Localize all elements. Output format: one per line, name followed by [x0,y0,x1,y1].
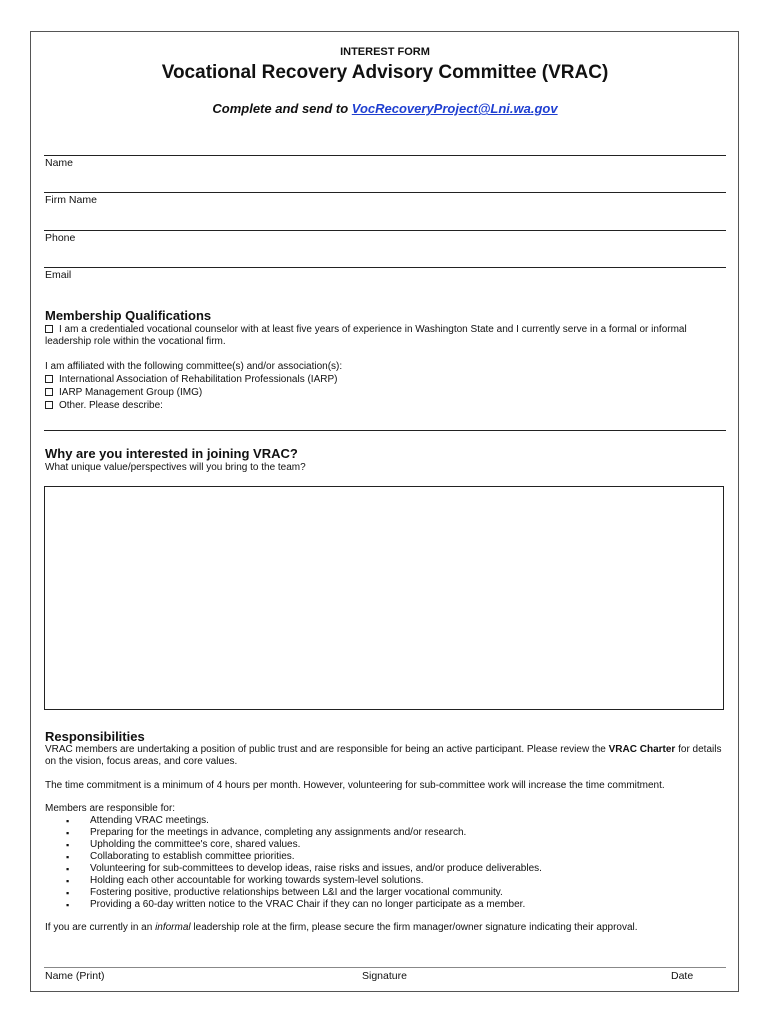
list-item: ▪ Holding each other accountable for working towards system-level solutions. [66,875,542,887]
responsibilities-intro [45,744,725,768]
phone-field-line[interactable] [44,230,726,231]
charter-text-after: for details on the vision, focus areas, and core values. [45,744,722,767]
time-commitment: The time commitment is a minimum of 4 hours per month. However, volunteering for sub-committee work will increase the time commitment. [45,780,665,791]
list-item: ▪ Attending VRAC meetings. [66,815,542,827]
list-item: ▪ Collaborating to establish committee priorities. [66,851,542,863]
approval-note [45,922,725,934]
email-label: Email [45,269,72,281]
credential-checkbox[interactable] [45,325,53,333]
approval-text-after: leadership role at the firm, please secure the firm manager/owner signature indicating their approval. [190,922,638,933]
responsibilities-list [66,815,542,911]
firm-name-label: Firm Name [45,194,97,206]
list-item: ▪ Volunteering for sub-committees to develop ideas, raise risks and issues, and/or produce deliverables. [66,863,542,875]
other-checkbox[interactable] [45,401,53,409]
option-img [45,387,202,399]
document-title: Vocational Recovery Advisory Committee (VRAC) [161,62,609,83]
email-field-line[interactable] [44,267,726,268]
signature-line[interactable] [44,967,726,968]
option-other-label: Other. Please describe: [59,400,163,411]
list-item: ▪ Upholding the committee's core, shared values. [66,839,542,851]
name-label: Name [45,157,74,169]
list-item: ▪ Preparing for the meetings in advance, completing any assignments and/or research. [66,827,542,839]
name-print-label: Name (Print) [45,970,105,982]
interest-answer-box[interactable] [44,486,724,710]
option-img-label: IARP Management Group (IMG) [59,387,203,398]
date-label: Date [671,970,694,982]
credential-statement [45,324,725,348]
firm-name-field-line[interactable] [44,192,726,193]
list-intro: Members are responsible for: [45,803,176,814]
charter-reference: VRAC Charter [608,744,676,755]
instruction-prefix: Complete and send to [212,101,352,116]
list-item: ▪ Fostering positive, productive relationships between L&I and the larger vocational community. [66,887,542,899]
option-other [45,400,163,412]
option-iarp-label: International Association of Rehabilitation Professionals (IARP) [59,374,338,385]
membership-heading: Membership Qualifications [45,308,212,323]
interest-heading: Why are you interested in joining VRAC? [45,446,298,461]
name-field-line[interactable] [44,155,726,156]
email-link[interactable]: VocRecoveryProject@Lni.wa.gov [351,101,558,116]
iarp-checkbox[interactable] [45,375,53,383]
form-label: INTEREST FORM [340,46,430,58]
informal-emphasis: informal [155,922,191,933]
credential-text: I am a credentialed vocational counselor with at least five years of experience in Washington State and I currently serve in a formal or informal leadership role within the vocational firm. [45,324,687,347]
list-item: ▪ Providing a 60-day written notice to the VRAC Chair if they can no longer participate as a member. [66,899,542,911]
option-iarp [45,374,337,386]
affiliation-intro: I am affiliated with the following committee(s) and/or association(s): [45,361,343,372]
interest-subheading: What unique value/perspectives will you bring to the team? [45,462,306,473]
responsibilities-heading: Responsibilities [45,729,145,744]
signature-label: Signature [362,970,407,982]
other-description-line[interactable] [44,430,726,431]
charter-text-before: VRAC members are undertaking a position of public trust and are responsible for being an active participant. Please review the [45,744,609,755]
approval-text-before: If you are currently in an [45,922,156,933]
phone-label: Phone [45,232,76,244]
submission-instruction [0,101,770,116]
img-checkbox[interactable] [45,388,53,396]
